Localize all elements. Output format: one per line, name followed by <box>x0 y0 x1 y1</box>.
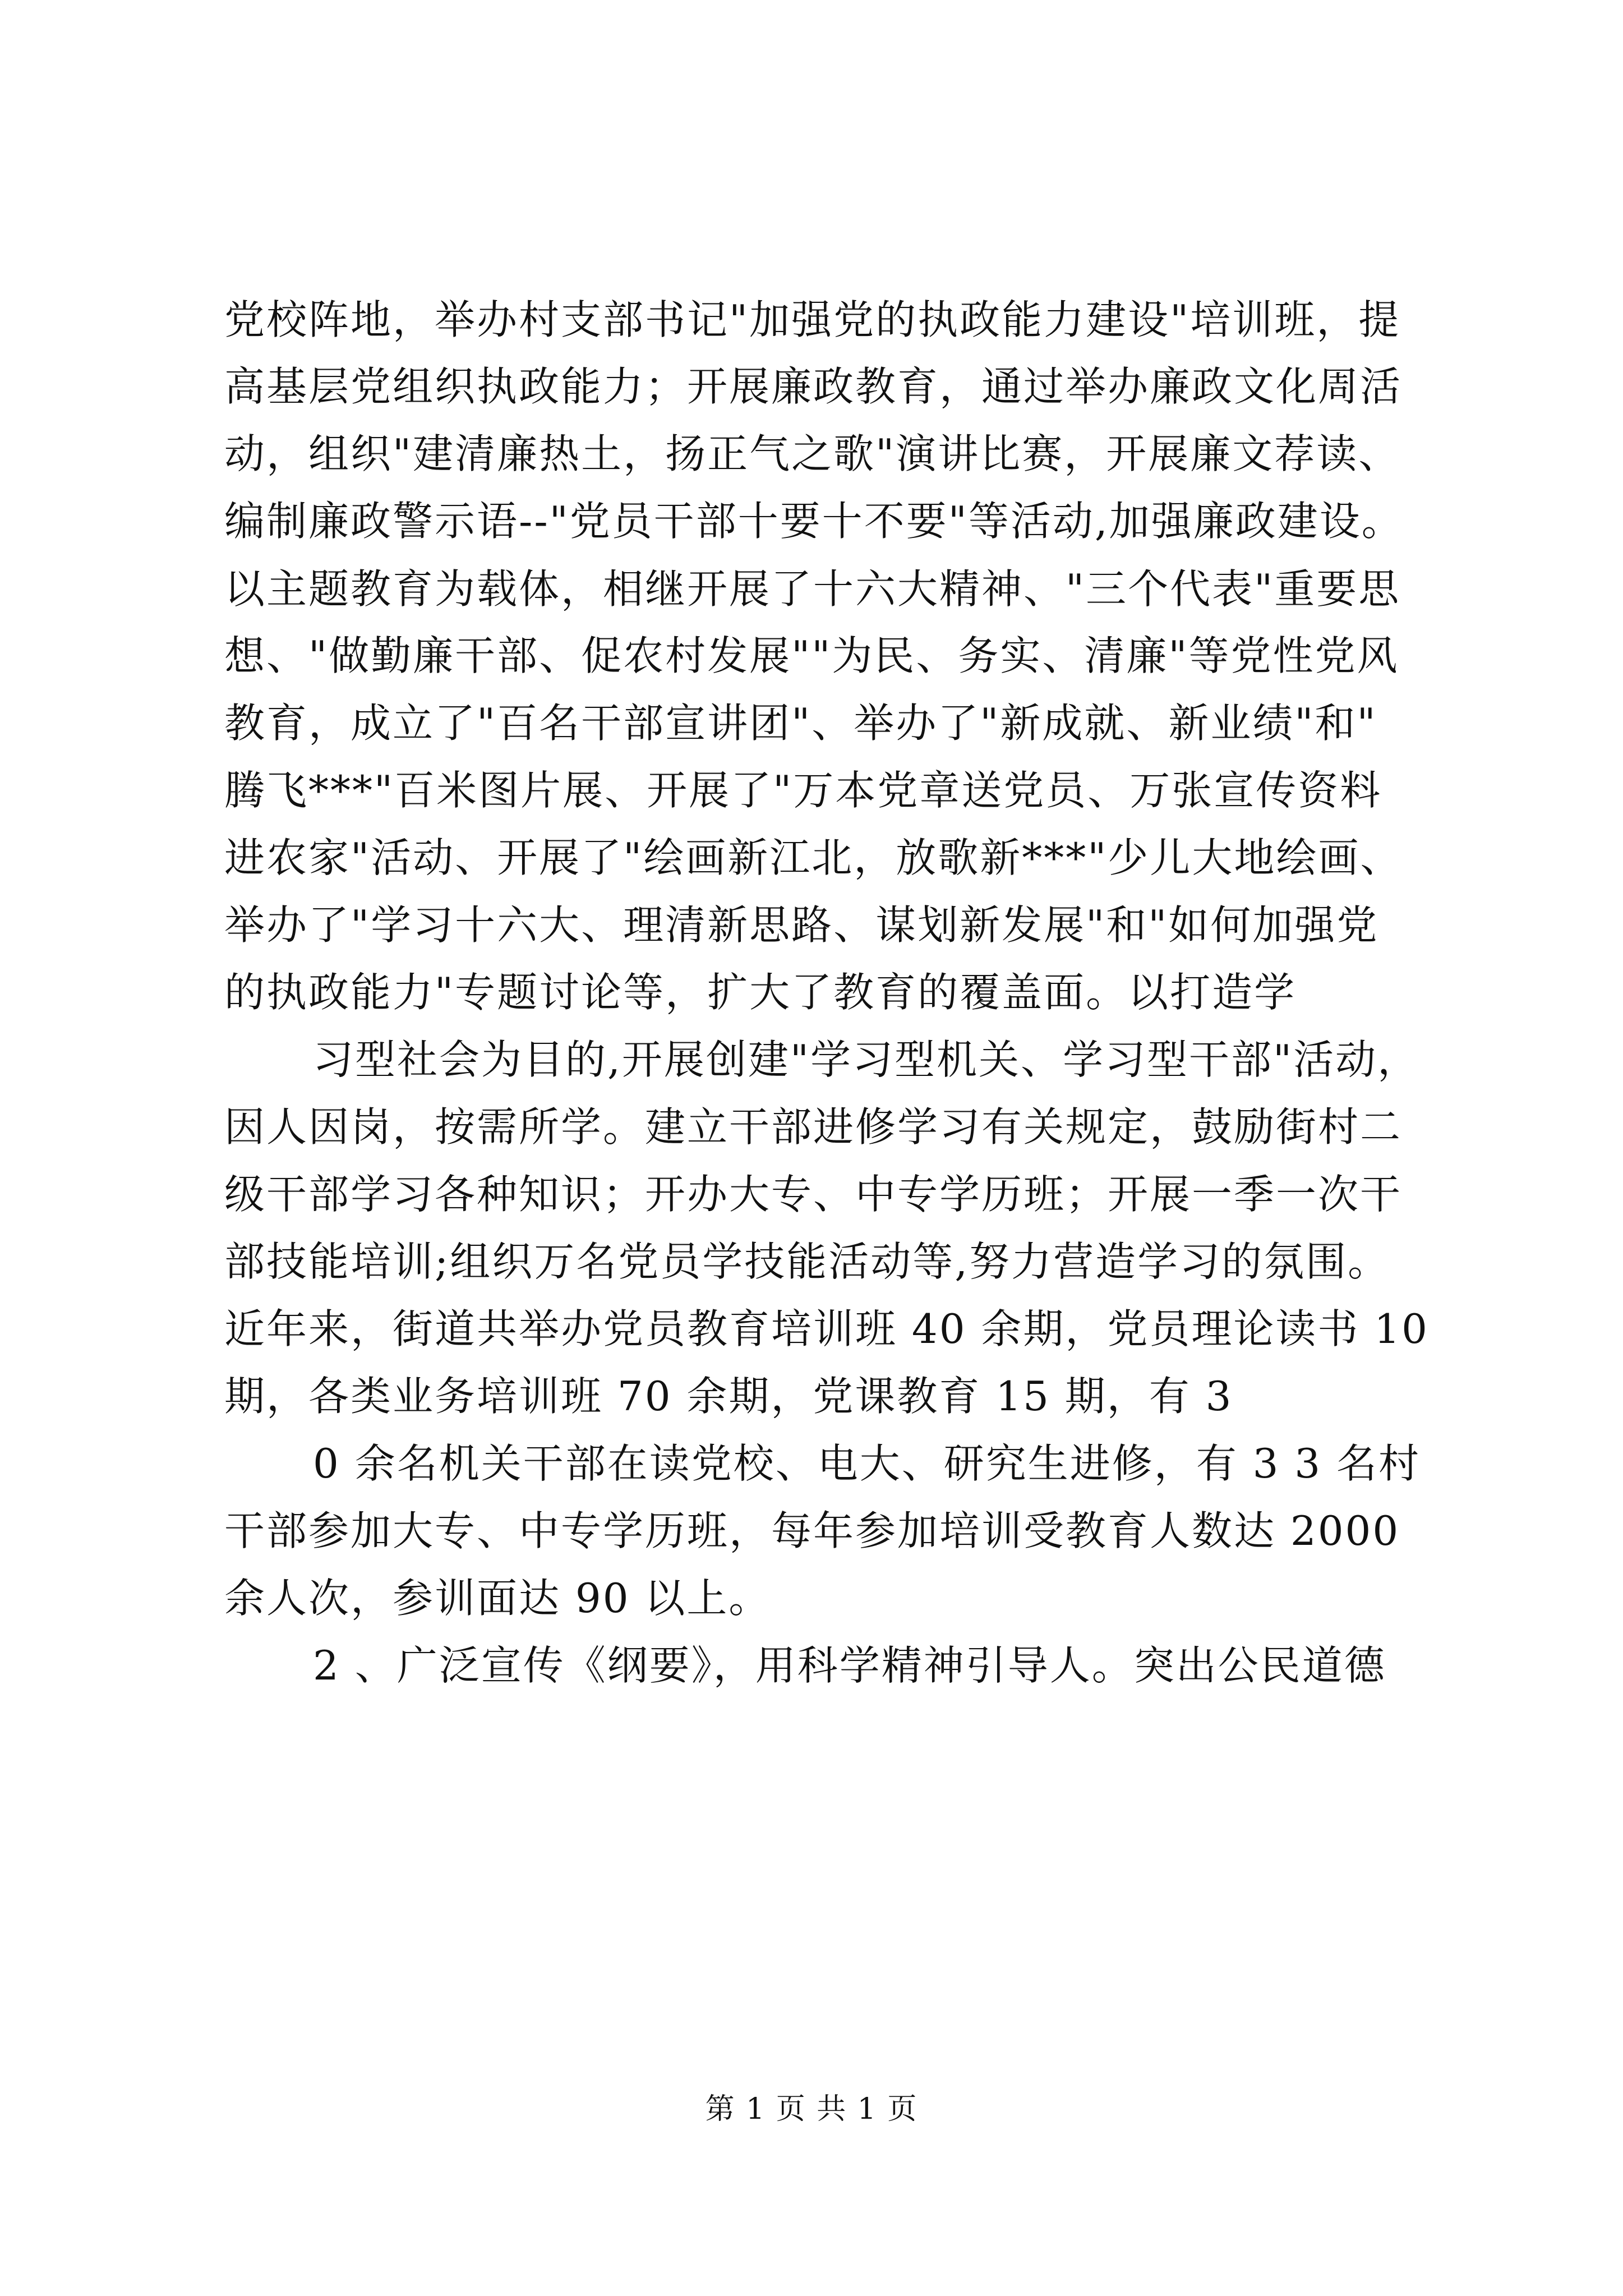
paragraph-start-line: 0 余名机关干部在读党校、电大、研究生进修，有 3 3 名村 <box>313 1440 1421 1487</box>
text-line: 部技能培训;组织万名党员学技能活动等,努力营造学习的氛围。 <box>224 1238 1390 1285</box>
text-line: 动，组织"建清廉热土，扬正气之歌"演讲比赛，开展廉文荐读、 <box>224 430 1401 477</box>
paragraph-start-line: 习型社会为目的,开展创建"学习型机关、学习型干部"活动， <box>313 1036 1420 1083</box>
text-line: 的执政能力"专题讨论等，扩大了教育的覆盖面。以打造学 <box>224 969 1297 1016</box>
text-line: 因人因岗，按需所学。建立干部进修学习有关规定，鼓励街村二 <box>224 1103 1403 1151</box>
text-line: 高基层党组织执政能力；开展廉政教育，通过举办廉政文化周活 <box>224 363 1403 410</box>
text-line: 进农家"活动、开展了"绘画新江北，放歌新***"少儿大地绘画、 <box>224 834 1403 881</box>
text-line: 党校阵地，举办村支部书记"加强党的执政能力建设"培训班，提 <box>224 296 1401 343</box>
text-line: 近年来，街道共举办党员教育培训班 40 余期，党员理论读书 10 <box>224 1305 1429 1352</box>
text-line: 级干部学习各种知识；开办大专、中专学历班；开展一季一次干 <box>224 1171 1403 1218</box>
text-line: 编制廉政警示语--"党员干部十要十不要"等活动,加强廉政建设。 <box>224 498 1404 545</box>
paragraph-start-line: 2 、广泛宣传《纲要》，用科学精神引导人。突出公民道德 <box>313 1642 1386 1689</box>
text-line: 想、"做勤廉干部、促农村发展""为民、务实、清廉"等党性党风 <box>224 632 1399 679</box>
text-line: 干部参加大专、中专学历班，每年参加培训受教育人数达 2000 <box>224 1507 1400 1554</box>
page-number-footer: 第 1 页 共 1 页 <box>705 2092 918 2126</box>
text-line: 期，各类业务培训班 70 余期，党课教育 15 期，有 3 <box>224 1373 1233 1420</box>
text-line: 以主题教育为载体，相继开展了十六大精神、"三个代表"重要思 <box>224 565 1401 613</box>
text-line: 腾飞***"百米图片展、开展了"万本党章送党员、万张宣传资料 <box>224 767 1382 814</box>
text-line: 教育，成立了"百名干部宣讲团"、举办了"新成就、新业绩"和" <box>224 700 1377 747</box>
text-line: 举办了"学习十六大、理清新思路、谋划新发展"和"如何加强党 <box>224 901 1379 949</box>
text-line: 余人次，参训面达 90 以上。 <box>224 1575 771 1622</box>
